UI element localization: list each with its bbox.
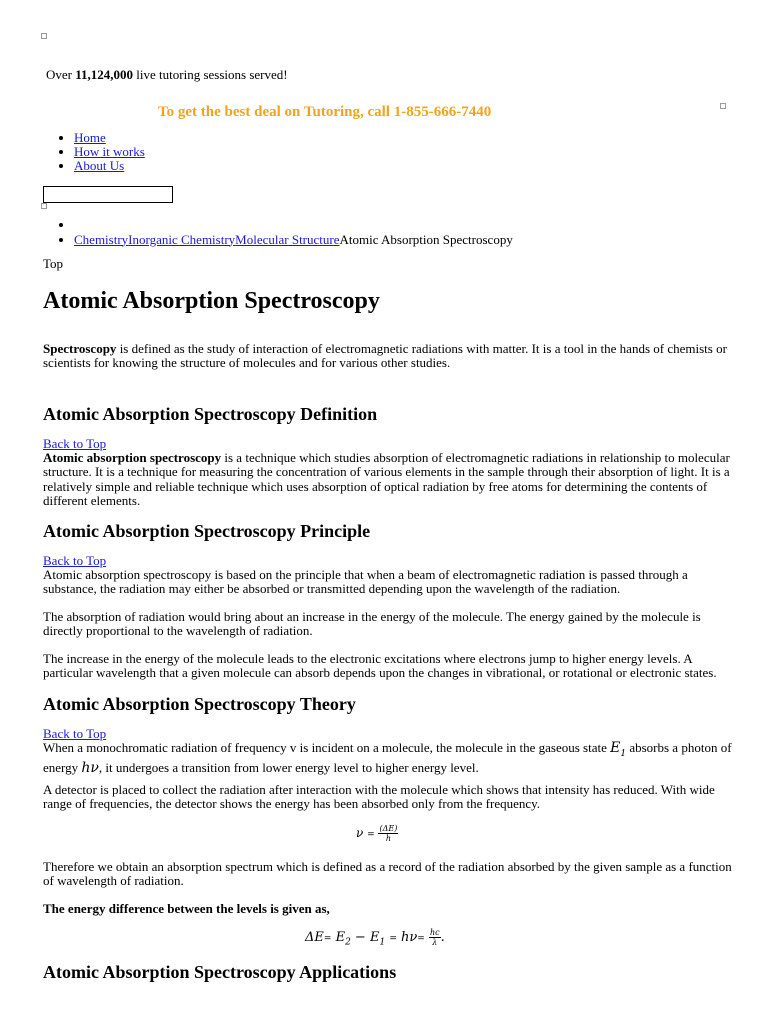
- main-nav: [43, 131, 145, 174]
- formula-e1: $E_1$: [610, 740, 627, 759]
- section-heading-definition: Atomic Absorption Spectroscopy Definition: [43, 404, 378, 424]
- nav-link-home[interactable]: Home: [74, 130, 106, 145]
- broken-image-icon: [41, 203, 47, 209]
- theory-paragraph-3: Therefore we obtain an absorption spectrum which is defined as a record of the radiation absorbed by the given sample as a function of wavelength of radiation.: [43, 859, 732, 889]
- breadcrumb-item: [74, 233, 513, 248]
- top-anchor-label: Top: [43, 256, 64, 271]
- principle-paragraph-3: The increase in the energy of the molecule leads to the electronic excitations where electrons jump to higher energy levels. A particular wavelength that a given molecule can absorb depends upon the changes in vibrational, or rotational or electronic states.: [43, 651, 717, 681]
- intro-paragraph: Spectroscopy is defined as the study of interaction of electromagnetic radiations with matter. It is a tool in the hands of chemists or scientists for knowing the structure of molecules and for various other studies.: [43, 341, 727, 371]
- back-to-top-link[interactable]: Back to Top: [43, 436, 107, 451]
- theory-paragraph-1: Back to Top When a monochromatic radiation of frequency v is incident on a molecule, the molecule in the gaseous state $E_1$ absorbs a photon of energy hν, it undergoes a transition from lower energy level to higher energy level.: [43, 726, 732, 777]
- principle-paragraph-2: The absorption of radiation would bring about an increase in the energy of the molecule. The energy gained by the molecule is directly proportional to the wavelength of radiation.: [43, 609, 701, 639]
- sessions-count: 11,124,000: [75, 67, 134, 82]
- breadcrumb-link-inorganic-chemistry[interactable]: Inorganic Chemistry: [128, 231, 236, 247]
- section-heading-applications: Atomic Absorption Spectroscopy Applications: [43, 962, 397, 982]
- back-to-top-link[interactable]: Back to Top: [43, 553, 107, 568]
- nav-item-home: [74, 131, 145, 145]
- tutoring-deal-banner[interactable]: To get the best deal on Tutoring, call 1-855-666-7440: [158, 104, 492, 120]
- page-title: Atomic Absorption Spectroscopy: [43, 288, 380, 314]
- breadcrumb-link-molecular-structure[interactable]: Molecular Structure: [235, 231, 340, 247]
- breadcrumb: [43, 218, 513, 247]
- breadcrumb-empty-item: [74, 218, 513, 233]
- back-to-top-link[interactable]: Back to Top: [43, 726, 107, 741]
- nav-link-how-it-works[interactable]: How it works: [74, 144, 145, 160]
- definition-paragraph: Back to Top Atomic absorption spectroscopy is a technique which studies absorption of electromagnetic radiations in relationship to molecular structure. It is a technique for measuring the concentration of various elements in the sample through their absorption of light. It is a relatively simple and reliable technique which uses absorption of optical radiation by free atoms for determining the contents of different elements.: [43, 436, 730, 508]
- section-heading-principle: Atomic Absorption Spectroscopy Principle: [43, 521, 371, 541]
- theory-paragraph-4: The energy difference between the levels is given as,: [43, 901, 330, 916]
- broken-image-icon: [41, 33, 47, 39]
- formula-frequency: ν = $\frac{(\Delta E)}{h}$: [356, 824, 398, 843]
- formula-h-nu: hν: [81, 760, 99, 777]
- section-heading-theory: Atomic Absorption Spectroscopy Theory: [43, 694, 356, 714]
- broken-image-icon: [720, 103, 726, 109]
- search-input[interactable]: [43, 186, 173, 203]
- breadcrumb-current: Atomic Absorption Spectroscopy: [339, 231, 513, 247]
- nav-link-about-us[interactable]: About Us: [74, 158, 125, 174]
- nav-item-about-us: [74, 159, 145, 173]
- nav-item-how-it-works: [74, 145, 145, 159]
- theory-paragraph-2: A detector is placed to collect the radiation after interaction with the molecule which shows that intensity has reduced. With wide range of frequencies, the detector shows the energy has been absorbed only from the frequency.: [43, 782, 715, 812]
- breadcrumb-link-chemistry[interactable]: Chemistry: [74, 231, 129, 247]
- sessions-served-text: Over 11,124,000 live tutoring sessions served!: [46, 67, 288, 82]
- principle-paragraph-1: Back to Top Atomic absorption spectroscopy is based on the principle that when a beam of electromagnetic radiation is passed through a substance, the radiation may either be absorbed or transmitted depending upon the wavelength of the radiation.: [43, 553, 688, 597]
- formula-energy-difference: $\Delta E= E_2 - E_1 = h\nu=$ $\frac{hc}{\lambda}$ .: [305, 928, 445, 948]
